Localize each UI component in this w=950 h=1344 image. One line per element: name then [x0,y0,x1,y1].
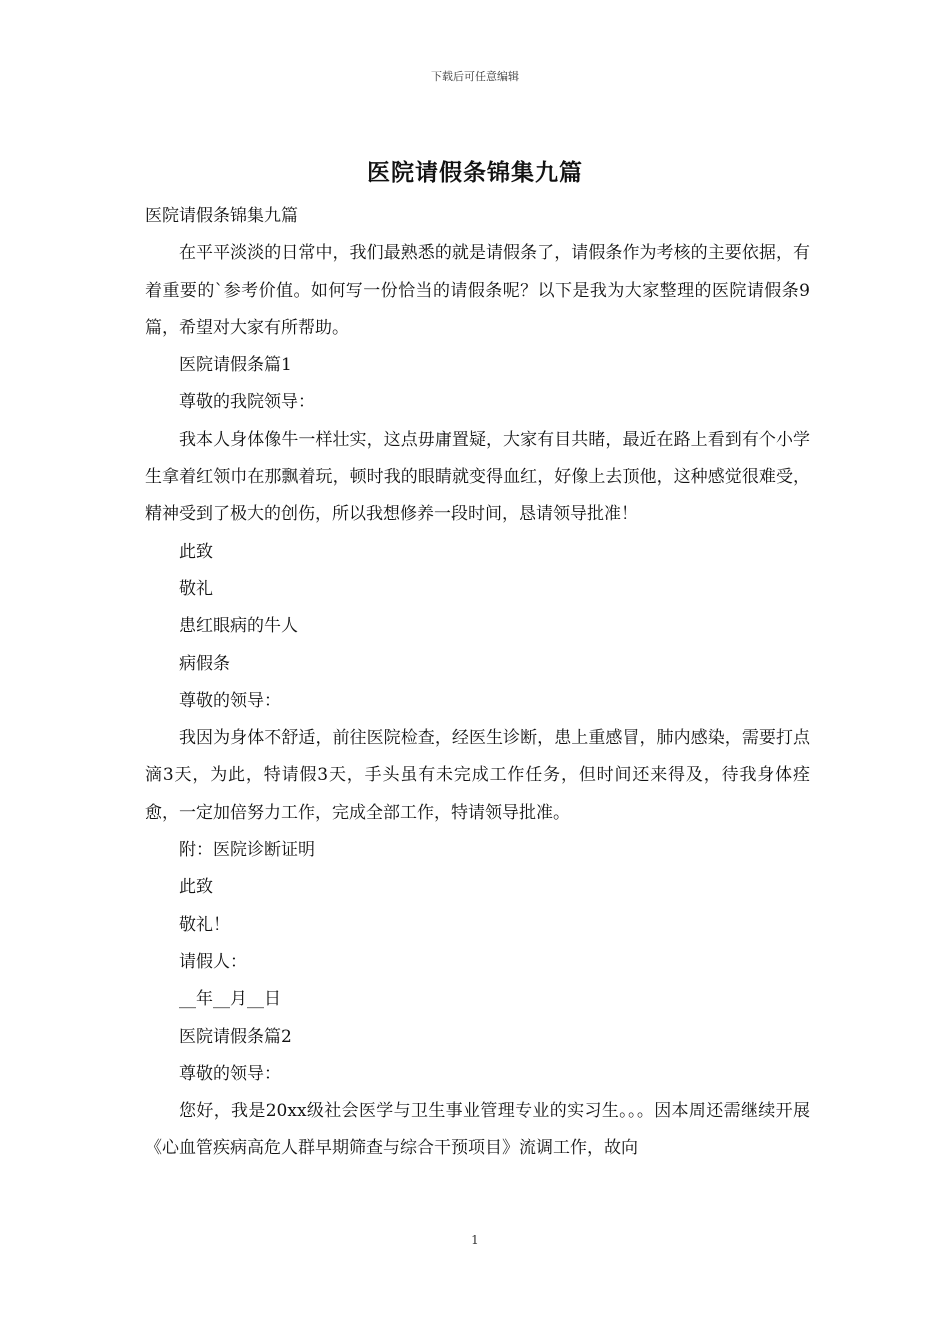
body-paragraph: 医院请假条篇2 [179,1026,292,1047]
body-paragraph: 我因为身体不舒适，前往医院检查，经医生诊断，患上重感冒，肺内感染，需要打点滴3天，为此，特请假3天，手头虽有未完成工作任务，但时间还来得及，待我身体痊愈，一定加倍努力工作，完成全部工作，特请领导批准。 [145,728,810,823]
body-paragraph: 请假人： [179,951,247,972]
body-paragraph: 尊敬的领导： [179,690,281,711]
body-paragraph: 此致 [179,541,213,562]
body-paragraph: 我本人身体像牛一样壮实，这点毋庸置疑，大家有目共睹，最近在路上看到有个小学生拿着红领巾在那飘着玩，顿时我的眼睛就变得血红，好像上去顶他，这种感觉很难受，精神受到了极大的创伤，所以我想修养一段时间，恳请领导批准！ [145,429,810,525]
body-paragraph: 敬礼！ [179,914,230,935]
body-paragraph: 尊敬的我院领导： [179,392,315,413]
document-title: 医院请假条锦集九篇 [367,159,583,186]
body-paragraph: 医院请假条锦集九篇 [145,206,298,226]
body-paragraph: 病假条 [179,653,230,674]
document-body [145,198,810,1168]
body-paragraph: 尊敬的领导： [179,1063,281,1084]
body-paragraph: 敬礼 [179,578,213,599]
page-number: 1 [471,1233,479,1247]
body-paragraph: 医院请假条篇1 [179,355,292,376]
body-paragraph: 您好，我是20xx级社会医学与卫生事业管理专业的实习生。。。因本周还需继续开展《心血管疾病高危人群早期筛查与综合干预项目》流调工作，故向 [145,1101,810,1159]
body-paragraph: 在平平淡淡的日常中，我们最熟悉的就是请假条了，请假条作为考核的主要依据，有着重要的`参考价值。如何写一份恰当的请假条呢？以下是我为大家整理的医院请假条9篇，希望对大家有所帮助。 [145,243,810,338]
body-paragraph: 患红眼病的牛人 [179,616,298,637]
body-paragraph: 此致 [179,877,213,898]
page-header: 下载后可任意编辑 [431,70,519,83]
body-paragraph: __年__月__日 [179,989,281,1010]
body-paragraph: 附：医院诊断证明 [179,840,315,861]
